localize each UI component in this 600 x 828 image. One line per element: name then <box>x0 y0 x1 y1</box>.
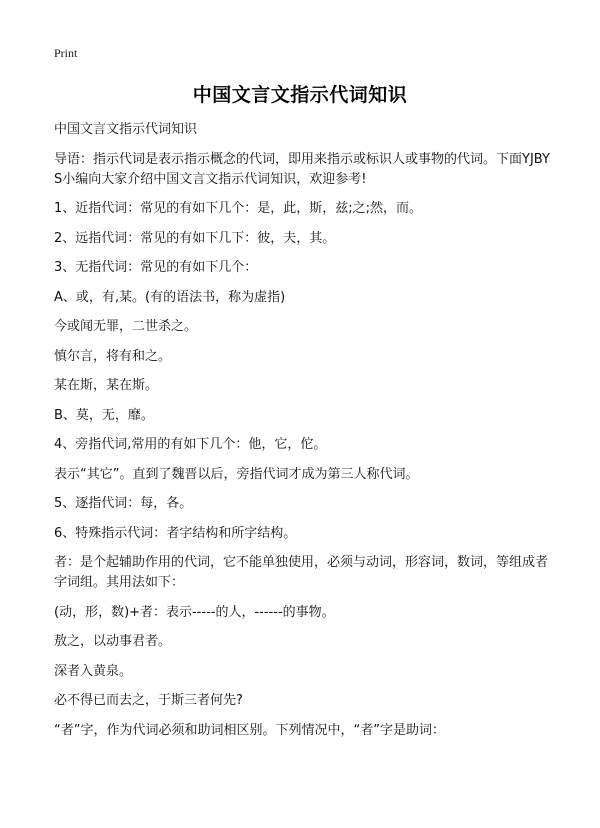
paragraph: 必不得已而去之，于斯三者何先? <box>54 693 243 708</box>
paragraph: 导语：指示代词是表示指示概念的代词，即用来指示或标识人或事物的代词。下面YJBYS小编向大家介绍中国文言文指示代词知识，欢迎参考! <box>54 151 550 187</box>
paragraph: “者”字，作为代词必须和助词相区别。下列情况中，“者”字是助词： <box>54 722 445 738</box>
paragraph: A、或，有,某。(有的语法书，称为虚指) <box>54 289 286 305</box>
paragraph: 慎尔言，将有和之。 <box>54 348 172 364</box>
paragraph: B、莫，无，靡。 <box>54 407 154 423</box>
paragraph: 深者入黄泉。 <box>54 663 133 679</box>
paragraph: 今或闻无罪，二世杀之。 <box>54 319 198 334</box>
paragraph: 某在斯，某在斯。 <box>54 378 159 393</box>
paragraph: 1、近指代词：常见的有如下几个：是，此，斯，兹;之;然，而。 <box>54 201 423 216</box>
paragraph: 中国文言文指示代词知识 <box>54 122 198 137</box>
print-label: Print <box>54 46 78 60</box>
paragraph: 者：是个起辅助作用的代词，它不能单独使用，必须与动词，形容词，数词，等组成者字词组。其用法如下： <box>54 555 549 590</box>
paragraph: 5、逐指代词：每，各。 <box>54 496 193 511</box>
paragraph: 敖之，以动事君者。 <box>54 634 172 649</box>
paragraph: 2、远指代词：常见的有如下几下：彼，夫，其。 <box>54 230 336 246</box>
paragraph: 3、无指代词：常见的有如下几个： <box>54 260 258 275</box>
paragraph: 6、特殊指示代词：者字结构和所字结构。 <box>54 525 297 541</box>
paragraph: (动，形，数)+者：表示-----的人，------的事物。 <box>54 604 335 620</box>
paragraph: 4、旁指代词,常用的有如下几个：他，它，佗。 <box>54 437 327 452</box>
document-body <box>54 120 554 750</box>
paragraph: 表示“其它”。直到了魏晋以后，旁指代词才成为第三人称代词。 <box>54 466 419 482</box>
page-title: 中国文言文指示代词知识 <box>192 84 408 106</box>
